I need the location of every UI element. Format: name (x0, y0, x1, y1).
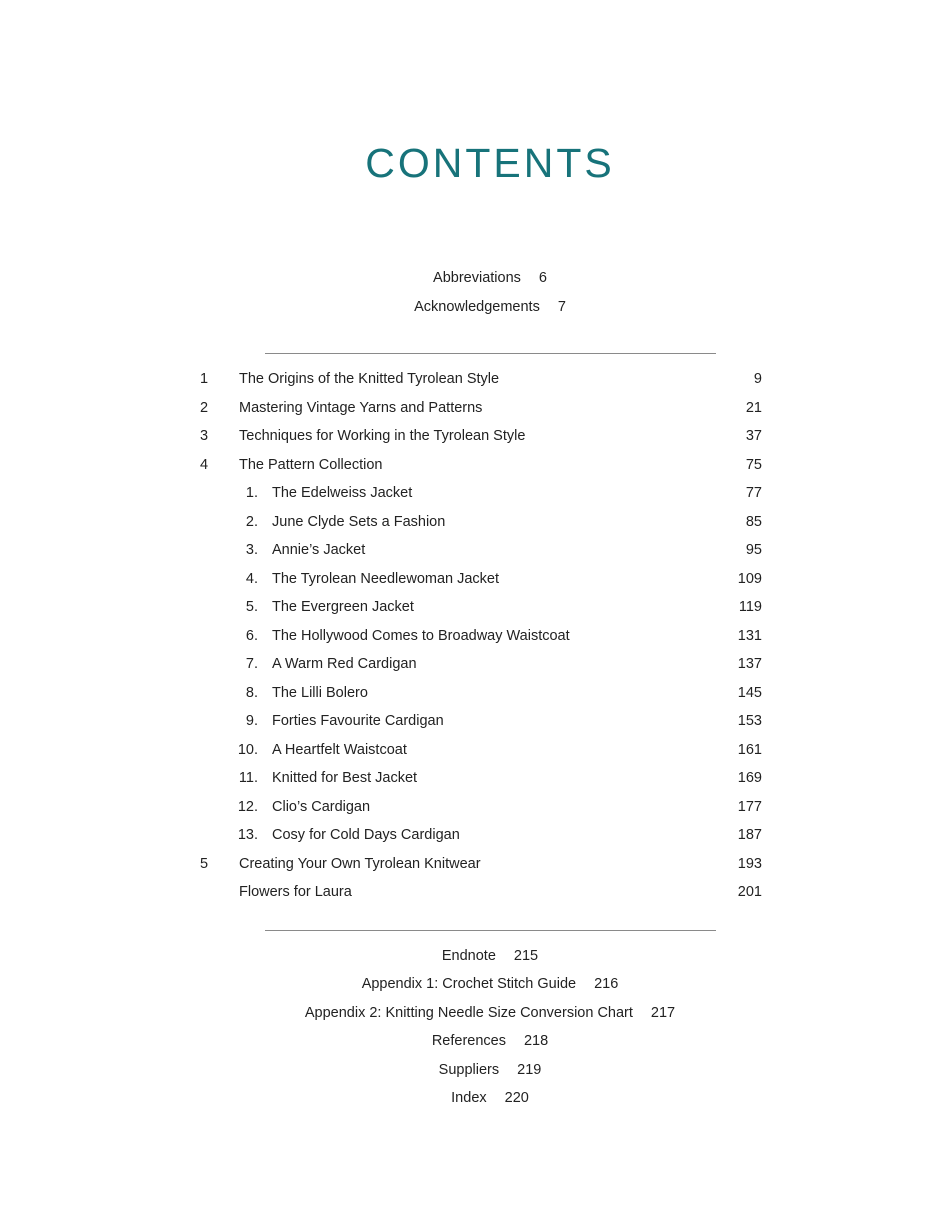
entry-label: Endnote (441, 948, 496, 964)
pattern-title: The Hollywood Comes to Broadway Waistcoat (272, 628, 570, 644)
pattern-row[interactable] (0, 799, 952, 819)
chapter-row[interactable] (0, 400, 952, 420)
pattern-number: 2. (245, 514, 258, 530)
pattern-row[interactable] (0, 514, 952, 534)
pattern-page: 119 (738, 599, 762, 615)
pattern-page: 187 (737, 827, 762, 843)
pattern-number: 4. (245, 571, 258, 587)
entry-label: Index (451, 1090, 487, 1106)
chapter-row[interactable] (0, 428, 952, 448)
chapter-number: 3 (200, 428, 209, 444)
pattern-page: 153 (737, 713, 762, 729)
pattern-page: 137 (737, 656, 762, 672)
pattern-title: The Evergreen Jacket (272, 599, 414, 615)
pattern-number: 10. (237, 742, 258, 758)
entry-label: Appendix 2: Knitting Needle Size Conversion Chart (304, 1005, 633, 1021)
chapter-page: 193 (737, 856, 762, 872)
entry-page: 7 (557, 299, 566, 315)
pattern-number: 9. (245, 713, 258, 729)
entry-page: 6 (538, 270, 547, 286)
pattern-page: 77 (745, 485, 762, 501)
pattern-row[interactable] (0, 770, 952, 790)
pattern-page: 131 (737, 628, 762, 644)
front-matter-entry[interactable] (0, 270, 952, 286)
pattern-number: 5. (245, 599, 258, 615)
page-title: CONTENTS (365, 140, 615, 186)
back-matter-entry[interactable] (0, 948, 952, 964)
pattern-title: The Tyrolean Needlewoman Jacket (272, 571, 500, 587)
pattern-number: 3. (245, 542, 258, 558)
pattern-number: 6. (245, 628, 258, 644)
pattern-row[interactable] (0, 628, 952, 648)
pattern-row[interactable] (0, 571, 952, 591)
pattern-row[interactable] (0, 713, 952, 733)
back-matter-entry[interactable] (0, 1005, 952, 1021)
entry-page: 220 (504, 1090, 529, 1106)
pattern-number: 12. (237, 799, 258, 815)
pattern-page: 145 (737, 685, 762, 701)
pattern-page: 177 (737, 799, 762, 815)
chapter-title: Creating Your Own Tyrolean Knitwear (239, 856, 481, 872)
chapter-row[interactable] (0, 371, 952, 391)
pattern-page: 85 (745, 514, 762, 530)
chapter-page: 75 (745, 457, 762, 473)
chapter-row[interactable] (0, 457, 952, 477)
pattern-row[interactable] (0, 827, 952, 847)
pattern-page: 161 (737, 742, 762, 758)
pattern-title: The Edelweiss Jacket (272, 485, 413, 501)
pattern-title: A Warm Red Cardigan (272, 656, 417, 672)
pattern-row[interactable] (0, 599, 952, 619)
pattern-row[interactable] (0, 656, 952, 676)
pattern-title: The Lilli Bolero (272, 685, 368, 701)
pattern-title: Annie’s Jacket (272, 542, 366, 558)
pattern-number: 1. (245, 485, 258, 501)
chapter-title: The Origins of the Knitted Tyrolean Style (239, 371, 500, 387)
entry-label: Appendix 1: Crochet Stitch Guide (361, 976, 577, 992)
pattern-row[interactable] (0, 542, 952, 562)
chapter-page: 37 (745, 428, 762, 444)
chapter-row[interactable] (0, 856, 952, 876)
pattern-title: Cosy for Cold Days Cardigan (272, 827, 460, 843)
entry-page: 217 (650, 1005, 676, 1021)
back-matter-entry[interactable] (0, 1062, 952, 1078)
chapter-title: Flowers for Laura (239, 884, 352, 900)
front-matter-entry[interactable] (0, 299, 952, 315)
chapter-title: Techniques for Working in the Tyrolean Style (239, 428, 526, 444)
pattern-title: Forties Favourite Cardigan (272, 713, 444, 729)
bottom-divider (265, 930, 716, 931)
pattern-number: 13. (237, 827, 258, 843)
chapter-page: 201 (737, 884, 762, 900)
pattern-title: A Heartfelt Waistcoat (272, 742, 407, 758)
back-matter-entry[interactable] (0, 976, 952, 992)
chapter-number: 5 (200, 856, 209, 872)
pattern-row[interactable] (0, 685, 952, 705)
pattern-page: 109 (737, 571, 762, 587)
pattern-title: Clio’s Cardigan (272, 799, 371, 815)
pattern-number: 7. (245, 656, 258, 672)
chapter-title: The Pattern Collection (239, 457, 383, 473)
pattern-title: Knitted for Best Jacket (272, 770, 418, 786)
pattern-number: 8. (245, 685, 258, 701)
chapter-number: 4 (200, 457, 209, 473)
entry-label: Suppliers (438, 1062, 500, 1078)
pattern-row[interactable] (0, 485, 952, 505)
pattern-page: 169 (737, 770, 762, 786)
pattern-number: 11. (238, 770, 258, 786)
back-matter-entry[interactable] (0, 1033, 952, 1049)
entry-page: 216 (594, 976, 619, 992)
pattern-row[interactable] (0, 742, 952, 762)
entry-label: References (431, 1033, 506, 1049)
chapter-row[interactable] (0, 884, 952, 904)
chapter-number: 2 (200, 400, 209, 416)
chapter-page: 21 (745, 400, 762, 416)
back-matter-entry[interactable] (0, 1090, 952, 1106)
chapter-title: Mastering Vintage Yarns and Patterns (239, 400, 483, 416)
entry-label: Abbreviations (433, 270, 521, 286)
top-divider (265, 353, 716, 354)
entry-page: 218 (523, 1033, 549, 1049)
chapter-page: 9 (753, 371, 762, 387)
pattern-page: 95 (745, 542, 762, 558)
pattern-title: June Clyde Sets a Fashion (272, 514, 446, 530)
chapter-number: 1 (200, 371, 209, 387)
entry-page: 215 (513, 948, 539, 964)
entry-page: 219 (517, 1062, 542, 1078)
entry-label: Acknowledgements (414, 299, 540, 315)
